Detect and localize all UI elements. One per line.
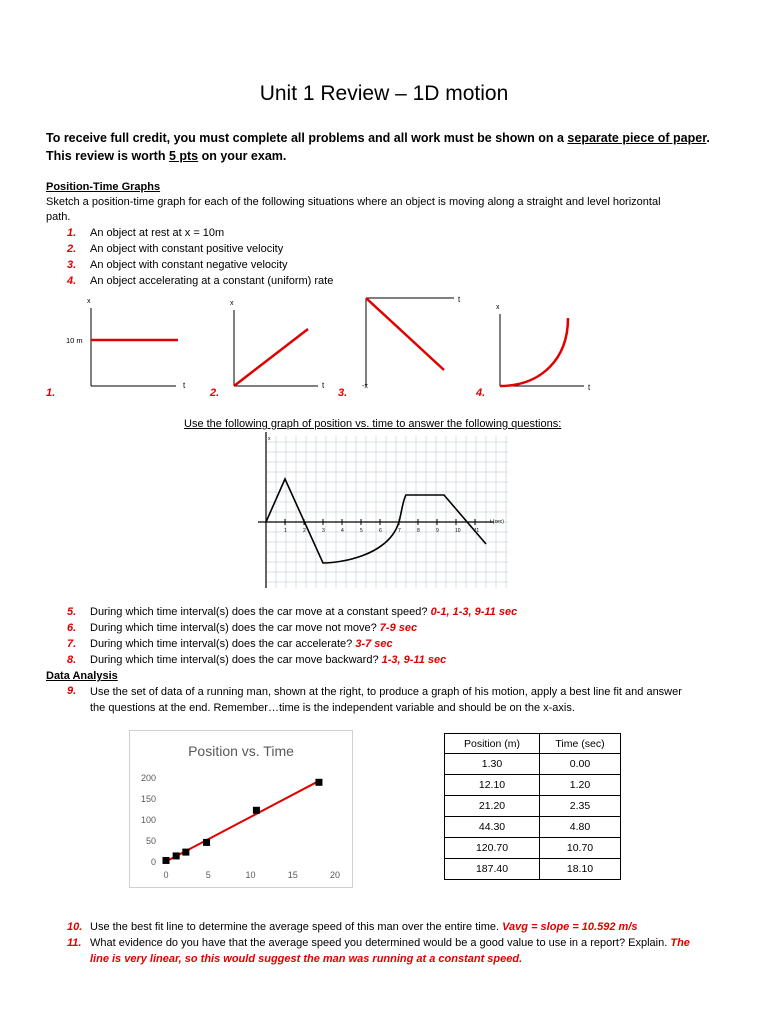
table-cell: 10.70	[540, 838, 621, 859]
axis-label-t: t	[322, 381, 325, 390]
sketch-number-1: 1.	[46, 387, 56, 399]
table-cell: 21.20	[445, 796, 540, 817]
intro-separate-paper: separate piece of paper	[567, 131, 707, 145]
q9-line1: Use the set of data of a running man, shown at the right, to produce a graph of his motion, apply a best line fit and answer	[90, 686, 682, 698]
axis-label-t: t	[588, 383, 591, 392]
x-tick-label: 5	[205, 870, 211, 880]
tick-label: 7	[398, 528, 401, 534]
question-number: 11.	[67, 937, 82, 949]
sketch-graph-1	[46, 298, 186, 399]
data-point	[163, 857, 170, 864]
answer-text: 3-7 sec	[355, 638, 393, 650]
sketch-graphs	[0, 290, 768, 405]
tick-label: 5	[360, 528, 363, 534]
item-number: 2.	[67, 243, 77, 255]
table-cell: 1.20	[540, 775, 621, 796]
intro-points: 5 pts	[168, 149, 199, 163]
item-number: 4.	[67, 275, 77, 287]
table-cell: 4.80	[540, 817, 621, 838]
section1-desc-line1: Sketch a position-time graph for each of the following situations where an object is moving along a straight and level horizontal	[46, 196, 661, 208]
answer-text-continued: line is very linear, so this would suggest the man was running at a constant speed.	[90, 953, 523, 965]
column-header: Position (m)	[445, 734, 540, 754]
chart-title: Position vs. Time	[188, 743, 294, 759]
question-text: During which time interval(s) does the car move at a constant speed?	[90, 606, 428, 618]
section-heading-position-time: Position-Time Graphs	[46, 181, 161, 193]
graph-caption: Use the following graph of position vs. time to answer the following questions:	[184, 418, 562, 430]
y-tick-label: 200	[140, 773, 156, 783]
sketch-graph-3	[338, 295, 461, 399]
question-text: During which time interval(s) does the car accelerate?	[90, 638, 353, 650]
tick-label: 4	[341, 528, 344, 534]
answer-text: Vavg = slope = 10.592 m/s	[502, 921, 638, 933]
intro-text	[46, 129, 736, 165]
constant-negative-line	[366, 298, 444, 370]
section-heading-data-analysis: Data Analysis	[46, 670, 118, 682]
question-text: What evidence do you have that the average speed you determined would be a good value to use in a report? Explain.	[90, 937, 668, 949]
label-10m: 10 m	[66, 336, 83, 345]
page-title: Unit 1 Review – 1D motion	[259, 82, 509, 105]
table-cell: 1.30	[445, 754, 540, 775]
question-row	[90, 606, 517, 618]
table-row	[445, 817, 621, 838]
q9-line2: the questions at the end. Remember…time is the independent variable and should be on the x-axis.	[90, 702, 575, 714]
list-item: An object at rest at x = 10m	[90, 227, 225, 239]
axis-label-t: t	[183, 381, 186, 390]
table-row	[445, 838, 621, 859]
data-point	[203, 839, 210, 846]
intro-part1: To receive full credit, you must complete all problems and all work must be shown on a	[46, 131, 568, 145]
axis-label-x: x	[496, 304, 500, 311]
axis-label-x: x	[87, 298, 91, 305]
question-number: 10.	[67, 921, 83, 933]
data-point	[315, 779, 322, 786]
graph-label-x: x	[268, 436, 271, 442]
table-header-row	[445, 734, 621, 754]
axis-label-t: t	[458, 295, 461, 304]
data-point	[173, 852, 180, 859]
axis-label-negx: -x	[362, 383, 368, 390]
question-row	[90, 921, 637, 933]
question-number: 8.	[67, 654, 77, 666]
sketch-graph-2	[209, 300, 325, 399]
question-text: During which time interval(s) does the car move not move?	[90, 622, 377, 634]
y-tick-label: 100	[140, 815, 156, 825]
position-vs-time-chart	[129, 730, 353, 888]
sketch-number-3: 3.	[338, 387, 348, 399]
section1-desc-line2: path.	[46, 211, 71, 223]
question-text: During which time interval(s) does the car move backward?	[90, 654, 379, 666]
answer-text: The	[670, 937, 690, 949]
intro-part3: on your exam.	[198, 149, 287, 163]
y-tick-label: 50	[145, 836, 156, 846]
question-number: 7.	[67, 638, 77, 650]
axis-label-x: x	[230, 300, 234, 307]
graph-label-t: t (sec)	[490, 519, 504, 525]
x-tick-label: 10	[245, 870, 256, 880]
tick-label: 6	[379, 528, 382, 534]
tick-label: 2	[303, 528, 306, 534]
question-number: 9.	[67, 685, 77, 697]
question-number: 5.	[67, 606, 77, 618]
list-item: An object with constant positive velocity	[90, 243, 284, 255]
item-number: 1.	[67, 227, 77, 239]
table-cell: 2.35	[540, 796, 621, 817]
table-cell: 0.00	[540, 754, 621, 775]
table-row	[445, 796, 621, 817]
tick-label: 11	[474, 528, 480, 534]
sketch-graph-4	[475, 304, 591, 399]
y-tick-label: 150	[140, 794, 156, 804]
table-row	[445, 754, 621, 775]
accelerating-curve	[500, 318, 568, 386]
graph-tick-labels	[284, 528, 479, 534]
answer-text: 0-1, 1-3, 9-11 sec	[430, 606, 518, 618]
question-row	[90, 937, 690, 949]
list-item: An object accelerating at a constant (uniform) rate	[90, 275, 334, 287]
tick-label: 10	[455, 528, 461, 534]
data-point	[253, 807, 260, 814]
table-cell: 120.70	[445, 838, 540, 859]
x-tick-label: 15	[287, 870, 298, 880]
table-row	[445, 859, 621, 880]
question-row	[90, 654, 446, 666]
x-tick-label: 0	[163, 870, 169, 880]
tick-label: 8	[417, 528, 420, 534]
y-tick-label: 0	[150, 857, 156, 867]
x-tick-label: 20	[329, 870, 341, 880]
list-item: An object with constant negative velocity	[90, 259, 288, 271]
graph-grid	[266, 436, 508, 588]
tick-label: 1	[284, 528, 287, 534]
answer-text: 7-9 sec	[379, 622, 418, 634]
table-cell: 44.30	[445, 817, 540, 838]
table-cell: 187.40	[445, 859, 540, 880]
table-cell: 18.10	[540, 859, 621, 880]
question-row	[90, 638, 393, 650]
tick-label: 3	[322, 528, 325, 534]
column-header: Time (sec)	[540, 734, 621, 754]
question-row	[90, 622, 417, 634]
table-cell: 12.10	[445, 775, 540, 796]
data-point	[182, 849, 189, 856]
question-number: 6.	[67, 622, 77, 634]
sketch-number-4: 4.	[476, 387, 486, 399]
item-number: 3.	[67, 259, 77, 271]
intro-part2: . This review is worth	[46, 131, 710, 163]
table-row	[445, 775, 621, 796]
constant-positive-line	[234, 329, 308, 386]
answer-text: 1-3, 9-11 sec	[381, 654, 447, 666]
sketch-number-2: 2.	[210, 387, 220, 399]
question-text: Use the best fit line to determine the average speed of this man over the entire time.	[90, 921, 500, 933]
position-time-graph	[258, 432, 514, 592]
data-table	[444, 733, 621, 880]
tick-label: 9	[436, 528, 439, 534]
